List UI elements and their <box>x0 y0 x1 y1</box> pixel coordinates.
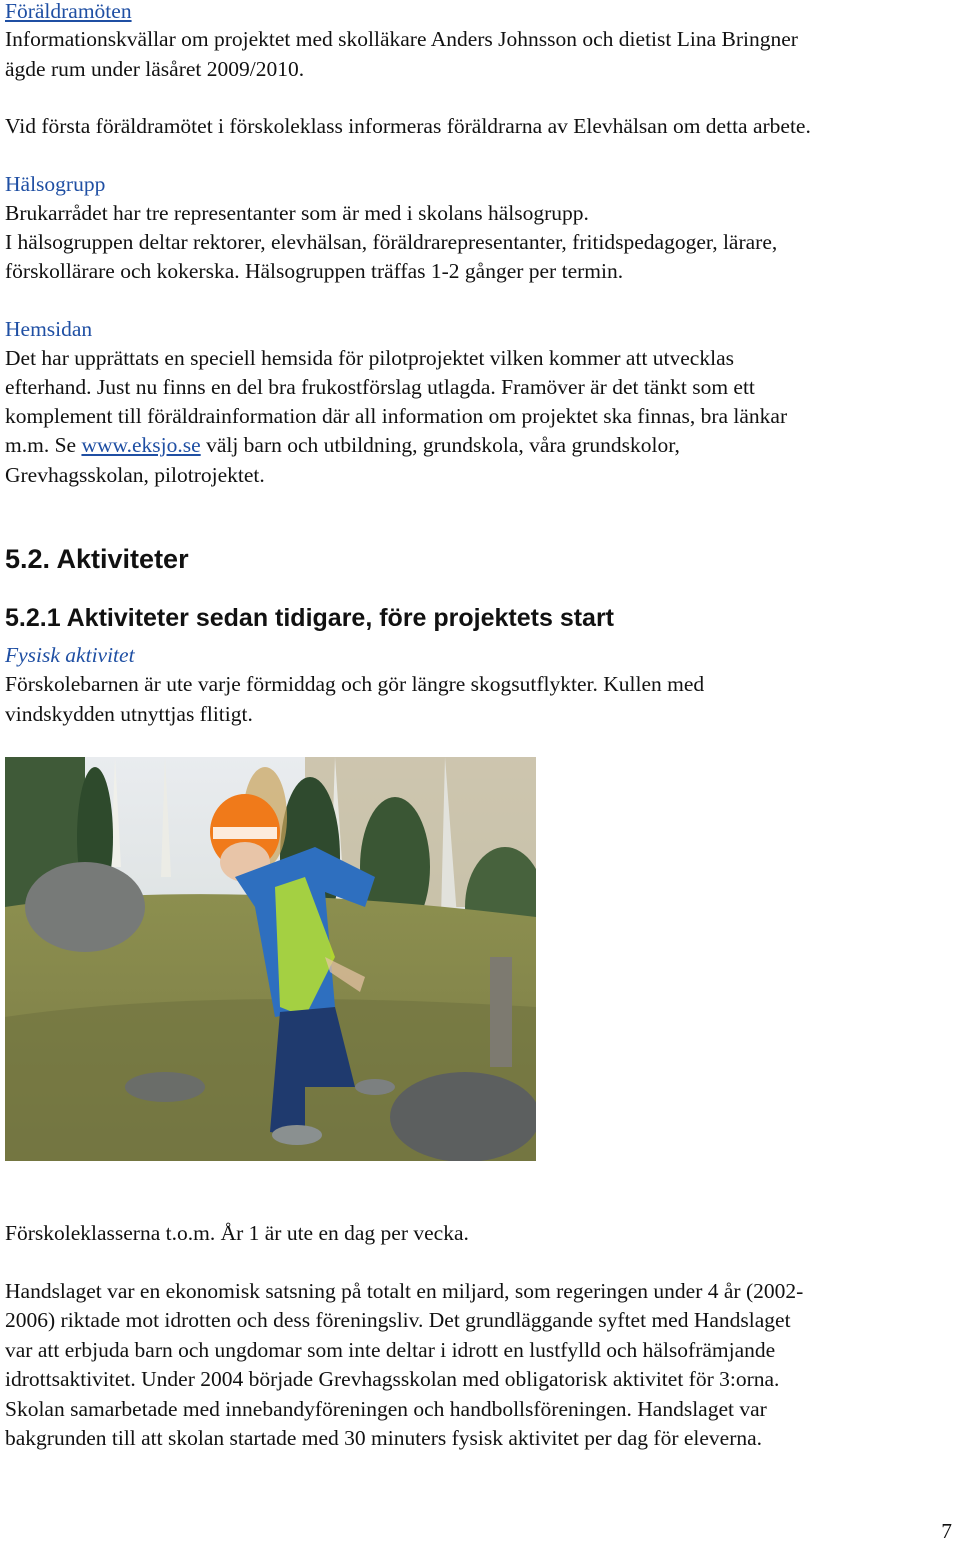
section-heading-hemsidan: Hemsidan <box>5 317 93 341</box>
link-prefix: m.m. Se <box>5 433 82 457</box>
subheading-aktiviteter-fore-start: 5.2.1 Aktiviteter sedan tidigare, före projektets start <box>5 604 615 632</box>
body-line: vindskydden utnyttjas flitigt. <box>5 702 253 726</box>
body-line: Handslaget var en ekonomisk satsning på totalt en miljard, som regeringen under 4 år (2002- <box>5 1279 804 1303</box>
section-heading-foraldramoten: Föräldramöten <box>5 0 132 23</box>
section-heading-halsogrupp: Hälsogrupp <box>5 172 106 196</box>
photo-child-outdoors <box>5 757 536 1161</box>
body-line: Det har upprättats en speciell hemsida för pilotprojektet vilken kommer att utvecklas <box>5 346 734 370</box>
body-line: Grevhagsskolan, pilotrojektet. <box>5 463 265 487</box>
link-suffix: välj barn och utbildning, grundskola, våra grundskolor, <box>200 433 680 457</box>
body-line: I hälsogruppen deltar rektorer, elevhälsan, föräldrarepresentanter, fritidspedagoger, lärare, <box>5 230 778 254</box>
label-fysisk-aktivitet: Fysisk aktivitet <box>5 643 135 667</box>
page-number: 7 <box>941 1519 952 1543</box>
body-line: efterhand. Just nu finns en del bra frukostförslag utlagda. Framöver är det tänkt som ett <box>5 375 755 399</box>
heading-aktiviteter: 5.2. Aktiviteter <box>5 544 189 574</box>
body-line: Brukarrådet har tre representanter som är med i skolans hälsogrupp. <box>5 201 589 225</box>
body-line: bakgrunden till att skolan startade med 30 minuters fysisk aktivitet per dag för eleverna. <box>5 1426 763 1450</box>
body-line: idrottsaktivitet. Under 2004 började Grevhagsskolan med obligatorisk aktivitet för 3:orna. <box>5 1367 780 1391</box>
body-line: ägde rum under läsåret 2009/2010. <box>5 57 305 81</box>
body-line-with-link <box>5 431 680 460</box>
body-line: förskollärare och kokerska. Hälsogruppen träffas 1-2 gånger per termin. <box>5 259 624 283</box>
photo-illustration <box>5 757 536 1161</box>
body-line: komplement till föräldrainformation där all information om projektet ska finnas, bra länkar <box>5 404 788 428</box>
body-line: Vid första föräldramötet i förskoleklass informeras föräldrarna av Elevhälsan om detta arbete. <box>5 114 811 138</box>
body-line: Skolan samarbetade med innebandyföreningen och handbollsföreningen. Handslaget var <box>5 1397 767 1421</box>
body-line: Informationskvällar om projektet med skolläkare Anders Johnsson och dietist Lina Bringner <box>5 27 798 51</box>
body-line: Förskoleklasserna t.o.m. År 1 är ute en dag per vecka. <box>5 1221 469 1245</box>
body-line: var att erbjuda barn och ungdomar som inte deltar i idrott en lustfylld och hälsofrämjande <box>5 1338 776 1362</box>
eksjo-link[interactable]: www.eksjo.se <box>81 433 201 457</box>
body-line: 2006) riktade mot idrotten och dess föreningsliv. Det grundläggande syftet med Handslaget <box>5 1308 791 1332</box>
body-line: Förskolebarnen är ute varje förmiddag och gör längre skogsutflykter. Kullen med <box>5 672 705 696</box>
